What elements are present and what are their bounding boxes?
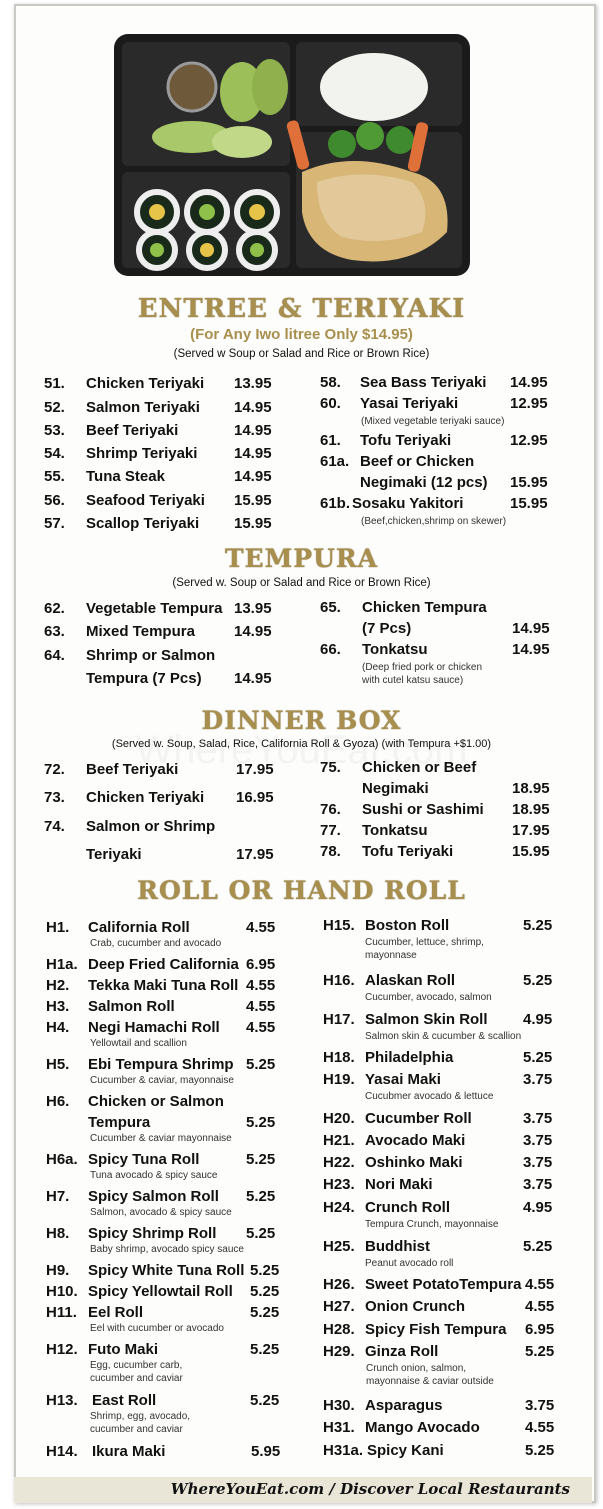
item-description: mayonnase bbox=[365, 950, 417, 961]
item-description: cucumber and caviar bbox=[90, 1373, 183, 1384]
item-description: Salmon, avocado & spicy sauce bbox=[90, 1207, 232, 1218]
footer-bar bbox=[14, 1477, 592, 1503]
item-description: Cucumber, lettuce, shrimp, bbox=[365, 937, 484, 948]
item-description: (Beef,chicken,shrimp on skewer) bbox=[361, 516, 507, 527]
item-description: Cucumber, avocado, salmon bbox=[365, 992, 492, 1003]
dinner-served-note: (Served w. Soup, Salad, Rice, California Roll & Gyoza) (with Tempura +$1.00) bbox=[111, 738, 492, 750]
item-description: Crunch onion, salmon, bbox=[366, 1363, 467, 1374]
item-description: with cutel katsu sauce) bbox=[362, 675, 464, 686]
item-description: Crab, cucumber and avocado bbox=[90, 938, 222, 949]
item-description: Egg, cucumber carb, bbox=[90, 1360, 183, 1371]
item-description: Cucubmer avocado & lettuce bbox=[365, 1091, 494, 1102]
item-description: (Deep fried pork or chicken bbox=[362, 662, 483, 673]
tempura-served-note: (Served w. Soup or Salad and Rice or Brown Rice) bbox=[172, 577, 431, 589]
item-description: Baby shrimp, avocado spicy sauce bbox=[90, 1244, 244, 1255]
section-title-tempura: TEMPURA bbox=[224, 544, 379, 573]
item-description: Yellowtail and scallion bbox=[90, 1038, 187, 1049]
item-description: mayonnaise & caviar outside bbox=[366, 1376, 494, 1387]
item-description: Tempura Crunch, mayonnaise bbox=[365, 1219, 499, 1230]
item-description: Tuna avocado & spicy sauce bbox=[90, 1170, 218, 1181]
item-description: (Mixed vegetable teriyaki sauce) bbox=[361, 416, 505, 427]
item-description: cucumber and caviar bbox=[90, 1424, 183, 1435]
item-description: Peanut avocado roll bbox=[365, 1258, 454, 1269]
item-description: Shrimp, egg, avocado, bbox=[90, 1411, 191, 1422]
item-description: Cucumber & caviar, mayonnaise bbox=[90, 1075, 234, 1086]
item-description: Cucumber & caviar mayonnaise bbox=[90, 1133, 232, 1144]
item-description: Salmon skin & cucumber & scallion bbox=[365, 1031, 522, 1042]
section-title-dinner-box: DINNER BOX bbox=[201, 706, 402, 735]
bento-box-photo bbox=[112, 32, 472, 278]
entree-price-note: (For Any Iwo litree Only $14.95) bbox=[190, 326, 413, 343]
section-title-roll: ROLL OR HAND ROLL bbox=[137, 876, 466, 905]
footer-credit[interactable]: WhereYouEat.com / Discover Local Restaurants bbox=[170, 1480, 570, 1498]
entree-served-note: (Served w Soup or Salad and Rice or Brown Rice) bbox=[173, 348, 430, 360]
item-description: Eel with cucumber or avocado bbox=[90, 1323, 224, 1334]
section-title-entree: ENTREE & TERIYAKI bbox=[137, 294, 466, 324]
